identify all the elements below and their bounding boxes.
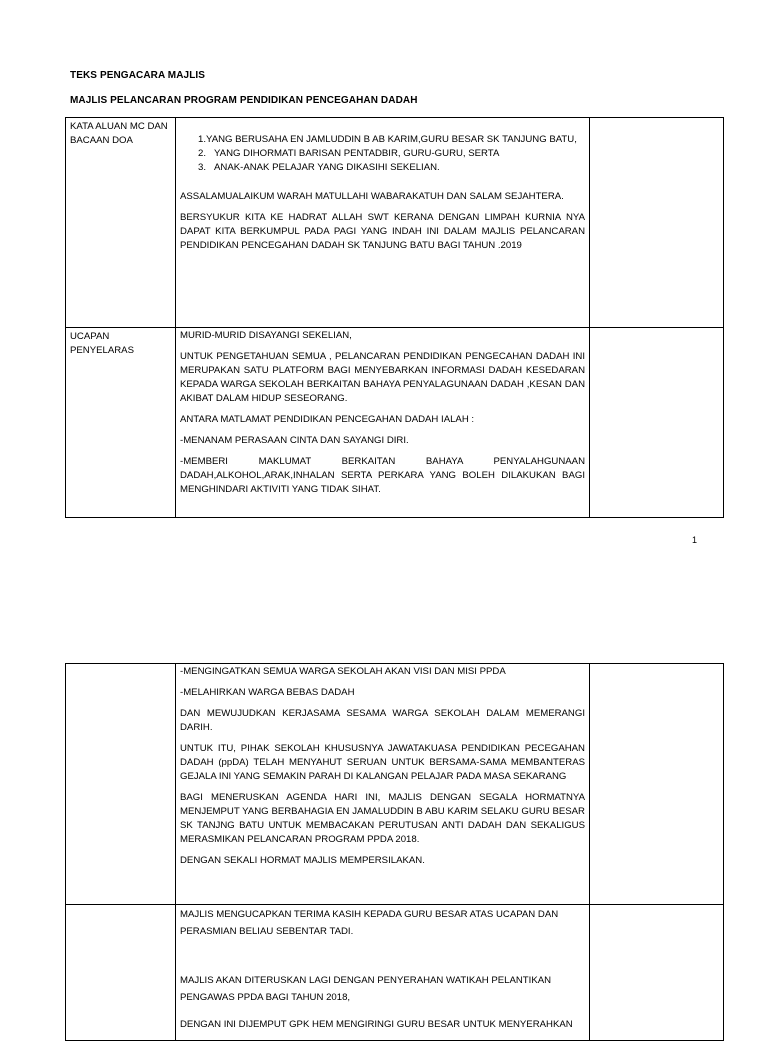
row-content	[176, 328, 590, 518]
paragraph: ANTARA MATLAMAT PENDIDIKAN PENCEGAHAN DADAH IALAH :	[180, 414, 475, 425]
document-subtitle: MAJLIS PELANCARAN PROGRAM PENDIDIKAN PENCEGAHAN DADAH	[70, 95, 418, 106]
paragraph: -MENANAM PERASAAN CINTA DAN SAYANGI DIRI.	[180, 435, 409, 446]
table-row-ucapan-penyelaras	[66, 328, 724, 518]
paragraph: UNTUK PENGETAHUAN SEMUA , PELANCARAN PENDIDIKAN PENGECAHAN DADAH INI MERUPAKAN SATU PLATFORM BAGI MENYEBARKAN INFORMASI DADAH KESEDARAN KEPADA WARGA SEKOLAH BERKAITAN BAHAYA PENYALAGUNAAN DADAH ,KESAN DAN AKIBAT DALAM HIDUP SESEORANG.	[180, 351, 585, 404]
row-content	[176, 118, 590, 328]
row-label: UCAPAN PENYELARAS	[66, 328, 176, 518]
document-title: TEKS PENGACARA MAJLIS	[70, 70, 206, 81]
paragraph: BERSYUKUR KITA KE HADRAT ALLAH SWT KERANA DENGAN LIMPAH KURNIA NYA DAPAT KITA BERKUMPUL PADA PAGI YANG INDAH INI DALAM MAJLIS PELANCARAN PENDIDIKAN PENCEGAHAN DADAH SK TANJUNG BATU BAGI TAHUN .2019	[180, 212, 585, 251]
script-table-page-2	[65, 663, 724, 1041]
paragraph: -MENGINGATKAN SEMUA WARGA SEKOLAH AKAN VISI DAN MISI PPDA	[180, 666, 506, 677]
table-row-kata-aluan	[66, 118, 724, 328]
list-item: 2. YANG DIHORMATI BARISAN PENTADBIR, GURU-GURU, SERTA	[198, 148, 500, 159]
table-row	[66, 664, 724, 905]
row-label	[66, 664, 176, 905]
paragraph: MAJLIS AKAN DITERUSKAN LAGI DENGAN PENYERAHAN WATIKAH PELANTIKAN PENGAWAS PPDA BAGI TAHUN 2018,	[180, 975, 552, 1003]
row-label: KATA ALUAN MC DAN BACAAN DOA	[66, 118, 176, 328]
notes-cell	[590, 664, 724, 905]
notes-cell	[590, 328, 724, 518]
page-number: 1	[692, 535, 698, 545]
paragraph: DENGAN SEKALI HORMAT MAJLIS MEMPERSILAKAN.	[180, 855, 425, 866]
notes-cell	[590, 905, 724, 1041]
paragraph: DAN MEWUJUDKAN KERJASAMA SESAMA WARGA SEKOLAH DALAM MEMERANGI DARIH.	[180, 708, 585, 733]
paragraph: BAGI MENERUSKAN AGENDA HARI INI, MAJLIS DENGAN SEGALA HORMATNYA MENJEMPUT YANG BERBAHAGIA EN JAMALUDDIN B ABU KARIM SELAKU GURU BESAR SK TANJNG BATU UNTUK MEMBACAKAN PERUTUSAN ANTI DADAH DAN SEKALIGUS MERASMIKAN PELANCARAN PROGRAM PPDA 2018.	[180, 792, 585, 845]
paragraph: -MEMBERI MAKLUMAT BERKAITAN BAHAYA PENYALAHGUNAAN DADAH,ALKOHOL,ARAK,INHALAN SERTA PERKARA YANG BOLEH DILAKUKAN BAGI MENGHINDARI AKTIVITI YANG TIDAK SIHAT.	[180, 456, 585, 495]
list-item: 1.YANG BERUSAHA EN JAMLUDDIN B AB KARIM,GURU BESAR SK TANJUNG BATU,	[198, 134, 577, 145]
row-content	[176, 664, 590, 905]
list-item: 3. ANAK-ANAK PELAJAR YANG DIKASIHI SEKELIAN.	[198, 162, 440, 173]
paragraph: -MELAHIRKAN WARGA BEBAS DADAH	[180, 687, 355, 698]
paragraph: UNTUK ITU, PIHAK SEKOLAH KHUSUSNYA JAWATAKUASA PENDIDIKAN PECEGAHAN DADAH (ppDA) TELAH MENYAHUT SERUAN UNTUK BERSAMA-SAMA MEMBANTERAS GEJALA INI YANG SEMAKIN PARAH DI KALANGAN PELAJAR PADA MASA SEKARANG	[180, 743, 585, 782]
row-content	[176, 905, 590, 1041]
row-label	[66, 905, 176, 1041]
paragraph: MAJLIS MENGUCAPKAN TERIMA KASIH KEPADA GURU BESAR ATAS UCAPAN DAN PERASMIAN BELIAU SEBENTAR TADI.	[180, 909, 559, 937]
paragraph: DENGAN INI DIJEMPUT GPK HEM MENGIRINGI GURU BESAR UNTUK MENYERAHKAN	[180, 1019, 573, 1030]
paragraph: ASSALAMUALAIKUM WARAH MATULLAHI WABARAKATUH DAN SALAM SEJAHTERA.	[180, 191, 564, 202]
table-row	[66, 905, 724, 1041]
script-table-page-1	[65, 117, 724, 518]
notes-cell	[590, 118, 724, 328]
paragraph: MURID-MURID DISAYANGI SEKELIAN,	[180, 330, 352, 341]
